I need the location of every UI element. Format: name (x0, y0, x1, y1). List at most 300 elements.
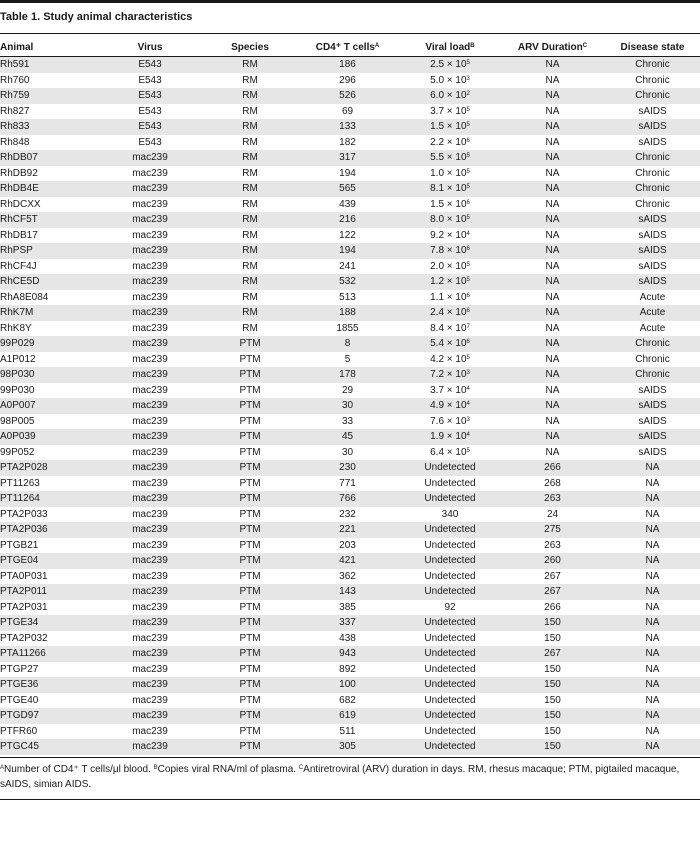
cell-animal: Rh759 (0, 88, 95, 104)
cell-animal: RhDB4E (0, 181, 95, 197)
col-header-cd4-t-cells: CD4⁺ T cells$^A$ (295, 39, 400, 57)
cell-arv-duration: NA (500, 88, 605, 104)
cell-species: PTM (205, 522, 295, 538)
cell-species: PTM (239, 384, 261, 396)
cell-cd4-t-cells: 385 (339, 601, 356, 613)
cell-species: PTM (239, 353, 261, 365)
cell-viral-load: Undetected (400, 708, 500, 724)
cell-cd4-t-cells: 296 (339, 74, 356, 86)
cell-cd4-t-cells: 230 (295, 460, 400, 476)
table-row (0, 414, 700, 430)
cell-disease-state: sAIDS (638, 136, 667, 148)
cell-arv-duration: 263 (500, 491, 605, 507)
cell-viral-load: $5.4 \times 10^6$ (400, 336, 500, 352)
cell-virus: mac239 (132, 632, 168, 644)
cell-cd4-t-cells: 337 (295, 615, 400, 631)
cell-species: PTM (205, 553, 295, 569)
cell-virus: mac239 (95, 181, 205, 197)
cell-species: RM (205, 119, 295, 135)
cell-disease-state: NA (645, 508, 660, 520)
cell-disease-state: sAIDS (605, 398, 700, 414)
cell-viral-load: Undetected (424, 694, 476, 706)
cell-disease-state: NA (645, 477, 660, 489)
cell-species: PTM (205, 615, 295, 631)
cell-arv-duration: 267 (500, 646, 605, 662)
cell-arv-duration: 268 (544, 477, 561, 489)
cell-species: RM (242, 291, 258, 303)
cell-animal: RhPSP (0, 243, 95, 259)
table-row (0, 708, 700, 724)
cell-viral-load: 92 (444, 601, 456, 613)
cell-viral-load: Undetected (400, 522, 500, 538)
table-row (0, 166, 700, 182)
cell-species: PTM (239, 663, 261, 675)
table-row (0, 228, 700, 244)
cell-arv-duration: NA (500, 150, 605, 166)
cell-species: RM (205, 305, 295, 321)
cell-animal: PTGP27 (0, 663, 39, 675)
cell-animal: RhDB92 (0, 167, 38, 179)
cell-disease-state: NA (605, 522, 700, 538)
table-row (0, 662, 700, 678)
cell-arv-duration: 263 (544, 539, 561, 551)
cell-cd4-t-cells: 30 (295, 398, 400, 414)
cell-arv-duration: NA (500, 398, 605, 414)
cell-arv-duration: NA (500, 367, 605, 383)
cell-cd4-t-cells: 143 (295, 584, 400, 600)
cell-cd4-t-cells: 182 (339, 136, 356, 148)
table-row (0, 383, 700, 399)
cell-species: RM (205, 57, 295, 73)
cell-disease-state: NA (605, 677, 700, 693)
cell-arv-duration: 150 (500, 708, 605, 724)
cell-virus: mac239 (95, 398, 205, 414)
cell-species: PTM (239, 415, 261, 427)
cell-viral-load: $8.0 \times 10^5$ (400, 212, 500, 228)
cell-species: RM (205, 150, 295, 166)
cell-arv-duration: 267 (544, 570, 561, 582)
cell-viral-load: $2.5 \times 10^5$ (400, 57, 500, 73)
cell-virus: mac239 (95, 243, 205, 259)
cell-virus: E543 (95, 119, 205, 135)
cell-virus: mac239 (132, 260, 168, 272)
cell-viral-load: Undetected (400, 677, 500, 693)
cell-arv-duration: NA (500, 274, 605, 290)
cell-virus: E543 (95, 88, 205, 104)
cell-viral-load: Undetected (424, 477, 476, 489)
cell-animal: PTA2P032 (0, 632, 48, 644)
cell-viral-load: $4.9 \times 10^4$ (400, 398, 500, 414)
table-row (0, 600, 700, 616)
cell-animal: RhA8E084 (0, 291, 49, 303)
cell-virus: mac239 (132, 322, 168, 334)
cell-animal: RhK7M (0, 305, 95, 321)
cell-species: PTM (239, 477, 261, 489)
cell-cd4-t-cells: 203 (339, 539, 356, 551)
cell-virus: mac239 (132, 167, 168, 179)
cell-viral-load: $8.1 \times 10^5$ (400, 181, 500, 197)
cell-virus: mac239 (132, 570, 168, 582)
cell-virus: mac239 (132, 725, 168, 737)
cell-species: RM (242, 136, 258, 148)
cell-animal: PTGE34 (0, 615, 95, 631)
col-header-viral-load: Viral load$^B$ (400, 39, 500, 57)
table-title: Table 1. Study animal characteristics (0, 11, 193, 23)
cell-species: PTM (239, 539, 261, 551)
cell-species: RM (242, 229, 258, 241)
cell-species: PTM (239, 632, 261, 644)
cell-cd4-t-cells: 221 (295, 522, 400, 538)
cell-arv-duration: NA (545, 260, 560, 272)
cell-arv-duration: 150 (500, 615, 605, 631)
cell-virus: mac239 (95, 739, 205, 755)
cell-virus: E543 (95, 57, 205, 73)
cell-virus: mac239 (132, 229, 168, 241)
cell-disease-state: Chronic (635, 198, 670, 210)
cell-animal: PTA2P031 (0, 601, 48, 613)
cell-viral-load: Undetected (424, 725, 476, 737)
table-row (0, 476, 700, 492)
cell-animal: PT11264 (0, 491, 95, 507)
cell-arv-duration: 150 (500, 739, 605, 755)
cell-animal: PTGC45 (0, 739, 95, 755)
cell-cd4-t-cells: 565 (295, 181, 400, 197)
cell-species: RM (205, 243, 295, 259)
cell-disease-state: NA (605, 491, 700, 507)
cell-cd4-t-cells: 241 (339, 260, 356, 272)
cell-animal: PTA2P036 (0, 522, 95, 538)
title-rule (0, 33, 700, 34)
cell-disease-state: NA (605, 460, 700, 476)
cell-virus: mac239 (132, 663, 168, 675)
cell-animal: RhK8Y (0, 322, 32, 334)
table-row (0, 646, 700, 662)
cell-arv-duration: NA (500, 336, 605, 352)
cell-disease-state: sAIDS (605, 274, 700, 290)
col-header-virus: Virus (95, 39, 205, 57)
cell-virus: mac239 (95, 305, 205, 321)
table-row (0, 150, 700, 166)
cell-animal: Rh848 (0, 136, 30, 148)
cell-disease-state: Chronic (635, 353, 670, 365)
cell-disease-state: NA (645, 601, 660, 613)
cell-cd4-t-cells: 186 (295, 57, 400, 73)
cell-animal: A1P012 (0, 353, 36, 365)
table-row (0, 445, 700, 461)
cell-animal: 99P030 (0, 384, 35, 396)
cell-viral-load: Undetected (400, 615, 500, 631)
cell-arv-duration: NA (545, 105, 560, 117)
cell-virus: mac239 (95, 553, 205, 569)
cell-virus: E543 (138, 136, 162, 148)
cell-viral-load: $5.5 \times 10^5$ (400, 150, 500, 166)
cell-species: PTM (239, 725, 261, 737)
cell-cd4-t-cells: 421 (295, 553, 400, 569)
cell-virus: mac239 (95, 708, 205, 724)
cell-virus: mac239 (132, 601, 168, 613)
cell-animal: A0P039 (0, 429, 95, 445)
cell-cd4-t-cells: 122 (339, 229, 356, 241)
cell-viral-load: $1.2 \times 10^5$ (400, 274, 500, 290)
cell-cd4-t-cells: 305 (295, 739, 400, 755)
cell-disease-state: NA (645, 632, 660, 644)
cell-arv-duration: NA (545, 167, 560, 179)
cell-cd4-t-cells: 766 (295, 491, 400, 507)
cell-species: PTM (205, 367, 295, 383)
cell-cd4-t-cells: 194 (295, 243, 400, 259)
cell-cd4-t-cells: 33 (341, 415, 354, 427)
cell-arv-duration: 266 (500, 460, 605, 476)
cell-animal: 99P052 (0, 446, 35, 458)
table-row (0, 584, 700, 600)
cell-disease-state: NA (605, 584, 700, 600)
cell-cd4-t-cells: 892 (339, 663, 356, 675)
footnote-b-text: Copies viral RNA/ml of plasma. (157, 764, 297, 775)
table-row (0, 739, 700, 755)
cell-virus: mac239 (132, 415, 168, 427)
cell-disease-state: sAIDS (638, 446, 667, 458)
cell-virus: mac239 (132, 353, 168, 365)
cell-viral-load: $5.0 \times 10^3$ (430, 74, 470, 86)
cell-animal: RhDB17 (0, 229, 38, 241)
cell-virus: mac239 (95, 522, 205, 538)
cell-arv-duration: NA (545, 353, 560, 365)
cell-viral-load: 340 (441, 508, 459, 520)
table-row (0, 569, 700, 585)
cell-virus: mac239 (95, 429, 205, 445)
cell-species: RM (242, 167, 258, 179)
cell-disease-state: NA (645, 694, 660, 706)
table-row (0, 398, 700, 414)
cell-disease-state: NA (645, 539, 660, 551)
cell-virus: mac239 (132, 508, 168, 520)
table-row (0, 57, 700, 73)
cell-virus: mac239 (95, 646, 205, 662)
cell-disease-state: sAIDS (638, 415, 667, 427)
cell-arv-duration: 150 (544, 632, 561, 644)
cell-cd4-t-cells: 100 (295, 677, 400, 693)
cell-disease-state: Chronic (635, 167, 670, 179)
cell-virus: mac239 (132, 384, 168, 396)
col-header-disease-state: Disease state (605, 39, 700, 57)
cell-virus: mac239 (132, 477, 168, 489)
cell-animal: 98P030 (0, 367, 95, 383)
table-row (0, 336, 700, 352)
cell-species: PTM (205, 491, 295, 507)
cell-species: RM (205, 88, 295, 104)
cell-viral-load: Undetected (400, 646, 500, 662)
cell-animal: Rh833 (0, 119, 95, 135)
cell-disease-state: Chronic (605, 367, 700, 383)
cell-disease-state: sAIDS (605, 212, 700, 228)
footnote-marker: A (0, 765, 5, 771)
cell-virus: mac239 (132, 694, 168, 706)
cell-species: RM (205, 212, 295, 228)
cell-species: PTM (239, 508, 261, 520)
cell-cd4-t-cells: 232 (339, 508, 356, 520)
cell-species: PTM (205, 677, 295, 693)
col-header-animal: Animal (0, 39, 95, 57)
cell-cd4-t-cells: 511 (339, 725, 356, 737)
cell-cd4-t-cells: 682 (339, 694, 356, 706)
cell-cd4-t-cells: 439 (339, 198, 356, 210)
cell-animal: RhCE5D (0, 274, 95, 290)
cell-virus: mac239 (132, 446, 168, 458)
cell-arv-duration: NA (500, 181, 605, 197)
cell-cd4-t-cells: 532 (295, 274, 400, 290)
cell-viral-load: $9.2 \times 10^4$ (430, 229, 470, 241)
table-row (0, 693, 700, 709)
cell-viral-load: Undetected (400, 553, 500, 569)
cell-cd4-t-cells: 771 (339, 477, 356, 489)
cell-arv-duration: 260 (500, 553, 605, 569)
cell-arv-duration: 150 (544, 694, 561, 706)
cell-animal: PTFR60 (0, 725, 38, 737)
cell-virus: mac239 (95, 584, 205, 600)
cell-viral-load: $2.4 \times 10^6$ (400, 305, 500, 321)
table-row (0, 522, 700, 538)
table-row (0, 631, 700, 647)
cell-cd4-t-cells: 317 (295, 150, 400, 166)
table-row (0, 181, 700, 197)
table-row (0, 429, 700, 445)
cell-viral-load: Undetected (400, 584, 500, 600)
cell-arv-duration: NA (545, 384, 560, 396)
table-row (0, 491, 700, 507)
table-row (0, 677, 700, 693)
cell-virus: mac239 (95, 615, 205, 631)
cell-disease-state: sAIDS (605, 243, 700, 259)
table-row (0, 212, 700, 228)
cell-arv-duration: NA (500, 243, 605, 259)
cell-cd4-t-cells: 526 (295, 88, 400, 104)
cell-animal: RhCF4J (0, 260, 37, 272)
table-row (0, 321, 700, 337)
bottom-rule (0, 799, 700, 800)
cell-arv-duration: NA (545, 322, 560, 334)
cell-cd4-t-cells: 69 (341, 105, 354, 117)
cell-arv-duration: NA (545, 198, 560, 210)
cell-viral-load: $3.7 \times 10^4$ (430, 384, 470, 396)
cell-animal: PTA2P011 (0, 584, 95, 600)
cell-disease-state: NA (605, 708, 700, 724)
cell-animal: 99P029 (0, 336, 95, 352)
cell-disease-state: NA (605, 615, 700, 631)
cell-animal: Rh591 (0, 57, 95, 73)
cell-species: PTM (205, 646, 295, 662)
cell-viral-load: $7.2 \times 10^3$ (400, 367, 500, 383)
header-row (0, 39, 700, 57)
col-header-arv-duration: ARV Duration$^C$ (500, 39, 605, 57)
table-row (0, 367, 700, 383)
cell-viral-load: $6.0 \times 10^2$ (400, 88, 500, 104)
cell-species: PTM (205, 336, 295, 352)
cell-species: RM (205, 181, 295, 197)
cell-species: RM (242, 74, 258, 86)
cell-species: RM (242, 198, 258, 210)
cell-cd4-t-cells: 133 (295, 119, 400, 135)
table-row (0, 553, 700, 569)
cell-animal: RhDB07 (0, 150, 95, 166)
cell-viral-load: $2.0 \times 10^5$ (430, 260, 470, 272)
cell-arv-duration: NA (500, 429, 605, 445)
cell-disease-state: NA (645, 725, 660, 737)
cell-cd4-t-cells: 188 (295, 305, 400, 321)
cell-virus: mac239 (132, 198, 168, 210)
cell-species: RM (242, 260, 258, 272)
cell-viral-load: $1.5 \times 10^5$ (400, 119, 500, 135)
cell-arv-duration: NA (545, 446, 560, 458)
cell-species: RM (242, 105, 258, 117)
cell-cd4-t-cells: 619 (295, 708, 400, 724)
table-row (0, 724, 700, 740)
cell-virus: mac239 (95, 274, 205, 290)
cell-species: PTM (205, 429, 295, 445)
cell-disease-state: sAIDS (638, 384, 667, 396)
cell-virus: mac239 (95, 150, 205, 166)
cell-arv-duration: NA (545, 229, 560, 241)
cell-viral-load: $1.5 \times 10^6$ (430, 198, 470, 210)
cell-disease-state: sAIDS (638, 260, 667, 272)
cell-animal: 98P005 (0, 415, 35, 427)
cell-viral-load: $1.1 \times 10^6$ (430, 291, 470, 303)
cell-viral-load: Undetected (424, 663, 476, 675)
cell-virus: mac239 (95, 336, 205, 352)
table-row (0, 119, 700, 135)
cell-disease-state: NA (645, 663, 660, 675)
table-row (0, 305, 700, 321)
table-row (0, 73, 700, 89)
cell-disease-state: sAIDS (638, 229, 667, 241)
col-header-species: Species (205, 39, 295, 57)
table-row (0, 135, 700, 151)
cell-cd4-t-cells: 5 (344, 353, 351, 365)
cell-species: RM (242, 322, 258, 334)
cell-animal: PTA11266 (0, 646, 95, 662)
cell-virus: mac239 (95, 460, 205, 476)
table-row (0, 615, 700, 631)
table-row (0, 460, 700, 476)
cell-arv-duration: NA (500, 212, 605, 228)
cell-cd4-t-cells: 194 (339, 167, 356, 179)
cell-arv-duration: NA (500, 119, 605, 135)
table-row (0, 197, 700, 213)
cell-species: PTM (239, 570, 261, 582)
cell-animal: PTGB21 (0, 539, 39, 551)
cell-animal: A0P007 (0, 398, 95, 414)
cell-species: PTM (205, 398, 295, 414)
footnote-a-text: Number of CD4⁺ T cells/μl blood. (4, 764, 151, 775)
cell-species: PTM (205, 708, 295, 724)
cell-animal: PTGE04 (0, 553, 95, 569)
cell-arv-duration: 275 (500, 522, 605, 538)
cell-species: PTM (205, 460, 295, 476)
cell-arv-duration: NA (545, 74, 560, 86)
cell-viral-load: $3.7 \times 10^5$ (430, 105, 470, 117)
table-row (0, 352, 700, 368)
cell-virus: mac239 (95, 491, 205, 507)
table-row (0, 259, 700, 275)
cell-arv-duration: NA (545, 415, 560, 427)
cell-virus: mac239 (95, 367, 205, 383)
cell-virus: mac239 (132, 291, 168, 303)
cell-disease-state: Chronic (605, 88, 700, 104)
cell-viral-load: Undetected (424, 539, 476, 551)
cell-disease-state: Acute (605, 305, 700, 321)
cell-cd4-t-cells: 29 (341, 384, 354, 396)
cell-cd4-t-cells: 178 (295, 367, 400, 383)
cell-arv-duration: 266 (544, 601, 561, 613)
